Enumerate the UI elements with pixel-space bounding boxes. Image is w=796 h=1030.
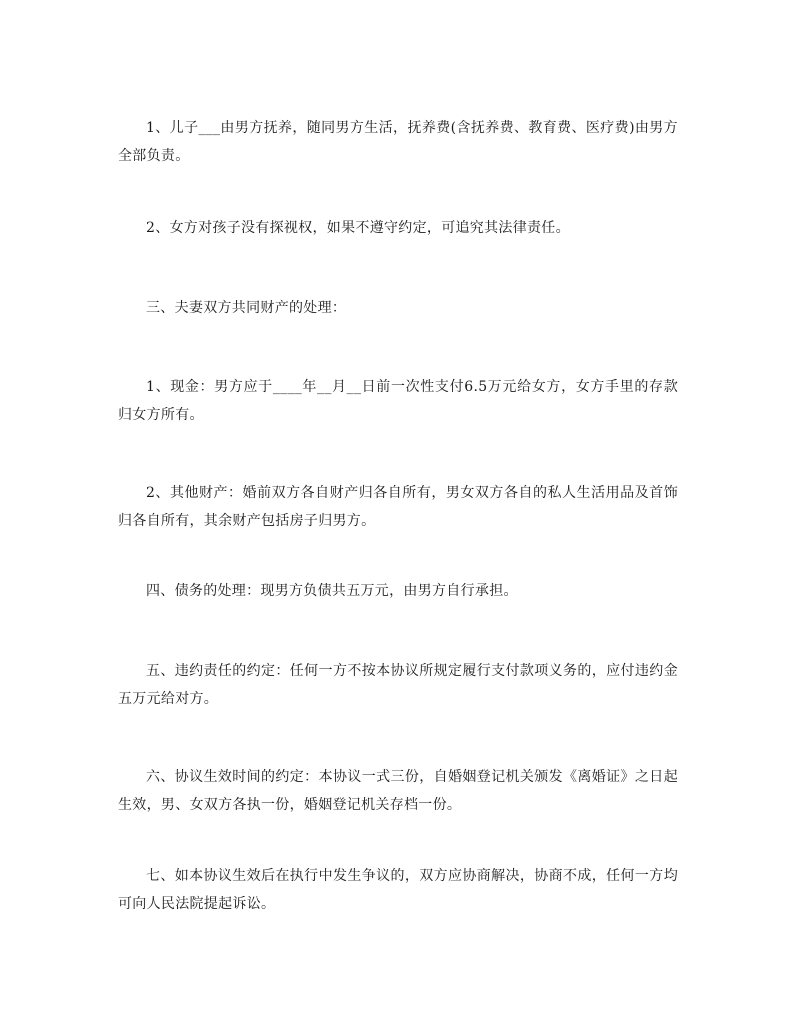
clause-cash: 1、现金：男方应于____年__月__日前一次性支付6.5万元给女方，女方手里的存款归女方所有。 [118,379,678,423]
section-heading-property: 三、夫妻双方共同财产的处理： [146,300,347,316]
section-effective-date: 六、协议生效时间的约定：本协议一式三份，自婚姻登记机关颁发《离婚证》之日起生效，男、女双方各执一份，婚姻登记机关存档一份。 [118,769,678,813]
section-breach: 五、违约责任的约定：任何一方不按本协议所规定履行支付款项义务的，应付违约金五万元给对方。 [118,663,678,707]
clause-custody: 1、儿子___由男方抚养，随同男方生活，抚养费(含抚养费、教育费、医疗费)由男方全部负责。 [118,120,678,164]
section-debt: 四、债务的处理：现男方负债共五万元，由男方自行承担。 [146,583,518,599]
section-dispute: 七、如本协议生效后在执行中发生争议的，双方应协商解决，协商不成，任何一方均可向人民法院提起诉讼。 [118,868,678,912]
clause-visitation: 2、女方对孩子没有探视权，如果不遵守约定，可追究其法律责任。 [146,220,570,236]
clause-other-property: 2、其他财产：婚前双方各自财产归各自所有，男女双方各自的私人生活用品及首饰归各自所有，其余财产包括房子归男方。 [118,485,678,529]
